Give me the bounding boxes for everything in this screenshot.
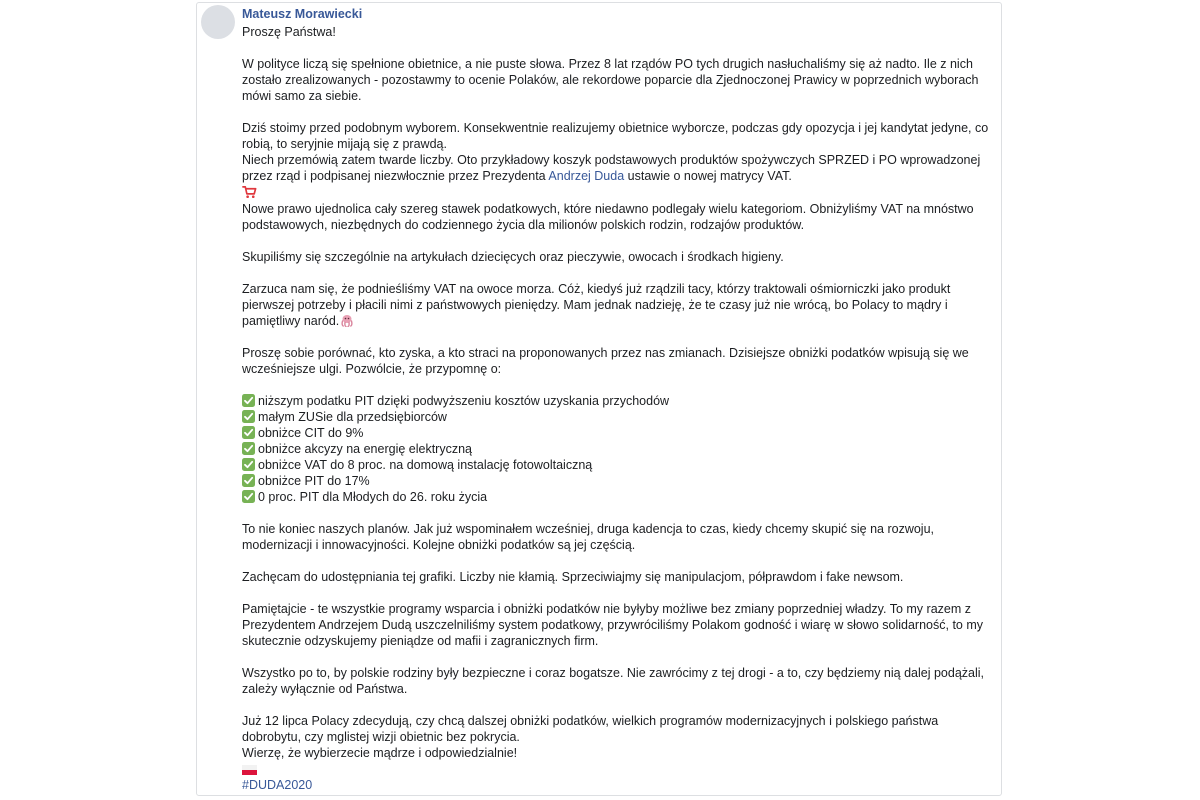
checklist-item — [242, 425, 990, 441]
paragraph-4: Nowe prawo ujednolica cały szereg stawek podatkowych, które niedawno podlegały wielu kategoriom. Obniżyliśmy VAT na mnóstwo podstawowych, niezbędnych do codziennego życia dla milionów polskich rodzin, rodzajów produktów. — [242, 202, 974, 232]
paragraph-1: W polityce liczą się spełnione obietnice, a nie puste słowa. Przez 8 lat rządów PO tych drugich nasłuchaliśmy się aż nadto. Ile z nich zostało zrealizowanych - pozostawmy to ocenie Polaków, ale rekordowe poparcie dla Zjednoczonej Prawicy w poprzednich wyborach mówi samo za siebie. — [242, 57, 979, 103]
paragraph-10: Pamiętajcie - te wszystkie programy wsparcia i obniżki podatków nie byłyby możliwe bez zmiany poprzedniej władzy. To my razem z Prezydentem Andrzejem Dudą uszczelniliśmy system podatkowy, przywróciliśmy Polakom godność i wiarę w słowo solidarność, to my skutecznie odzyskujemy pieniądze od mafii i zagranicznych firm. — [242, 602, 984, 648]
checklist-item-text: obniżce akcyzy na energię elektryczną — [258, 442, 473, 456]
paragraph-9: Zachęcam do udostępniania tej grafiki. Liczby nie kłamią. Sprzeciwiajmy się manipulacjom, półprawdom i fake newsom. — [242, 570, 904, 584]
checklist-item-text: obniżce VAT do 8 proc. na domową instalację fotowoltaiczną — [258, 458, 593, 472]
checklist-item-text: niższym podatku PIT dzięki podwyższeniu kosztów uzyskania przychodów — [258, 394, 670, 408]
check-mark-icon — [242, 442, 255, 455]
paragraph-11: Wszystko po to, by polskie rodziny były bezpieczne i coraz bogatsze. Nie zawrócimy z tej drogi - a to, czy będziemy nią dalej podążali, zależy wyłącznie od Państwa. — [242, 666, 984, 696]
paragraph-2-group — [242, 120, 990, 233]
andrzej-duda-mention-link[interactable]: Andrzej Duda — [548, 169, 625, 183]
octopus-icon — [340, 314, 354, 327]
avatar[interactable] — [201, 5, 235, 39]
paragraph-6: Zarzuca nam się, że podnieśliśmy VAT na owoce morza. Cóż, kiedyś już rządzili tacy, którzy traktowali ośmiorniczki jako produkt pierwszej potrzeby i płacili nimi z państwowych pieniędzy. Mam jednak nadzieję, że te czasy już nie wrócą, bo Polacy to mądry i pamiętliwy naród. — [242, 282, 951, 328]
checklist-item — [242, 441, 990, 457]
facebook-post-card — [196, 2, 1002, 796]
paragraph-13: Wierzę, że wybierzecie mądrze i odpowiedzialnie! — [242, 746, 518, 760]
checklist-item — [242, 409, 990, 425]
check-mark-icon — [242, 426, 255, 439]
poland-flag-icon — [242, 765, 257, 775]
checklist-item-text: małym ZUSie dla przedsiębiorców — [258, 410, 447, 424]
paragraph-2: Dziś stoimy przed podobnym wyborem. Konsekwentnie realizujemy obietnice wyborcze, podczas gdy opozycja i jej kandytat jedyne, co robią, to seryjnie mijają się z prawdą. — [242, 121, 989, 151]
flag-emoji-line — [242, 761, 990, 777]
check-mark-icon — [242, 458, 255, 471]
cart-emoji-line — [242, 184, 990, 201]
shopping-cart-icon — [242, 185, 257, 199]
paragraph-12: Już 12 lipca Polacy zdecydują, czy chcą dalszej obniżki podatków, wielkich programów modernizacyjnych i polskiego państwa dobrobytu, czy mglistej wizji obietnic bez pokrycia. — [242, 714, 939, 744]
paragraph-8: To nie koniec naszych planów. Jak już wspominałem wcześniej, druga kadencja to czas, kiedy chcemy skupić się na rozwoju, modernizacji i innowacyjności. Kolejne obniżki podatków są jej częścią. — [242, 522, 934, 552]
checklist-item — [242, 393, 990, 409]
checklist-item-text: obniżce PIT do 17% — [258, 474, 370, 488]
checklist-item — [242, 473, 990, 489]
paragraph-7: Proszę sobie porównać, kto zyska, a kto straci na proponowanych przez nas zmianach. Dzisiejsze obniżki podatków wpisują się we wcześniejsze ulgi. Pozwólcie, że przypomnę o: — [242, 346, 969, 376]
paragraph-3 — [242, 152, 990, 184]
hashtag-duda2020-link[interactable]: #DUDA2020 — [242, 778, 313, 792]
checklist-item — [242, 489, 990, 505]
check-mark-icon — [242, 410, 255, 423]
author-name-link[interactable]: Mateusz Morawiecki — [242, 7, 363, 21]
checklist-item — [242, 457, 990, 473]
greeting-text: Proszę Państwa! — [242, 25, 336, 39]
check-mark-icon — [242, 474, 255, 487]
paragraph-3-text-post: ustawie o nowej matrycy VAT. — [624, 169, 792, 183]
check-mark-icon — [242, 490, 255, 503]
paragraph-3-text-pre: Niech przemówią zatem twarde liczby. Oto przykładowy koszyk podstawowych produktów spożywczych SPRZED i PO wprowadzonej przez rząd i podpisanej niezwłocznie przez Prezydenta — [242, 153, 981, 183]
tax-relief-checklist — [242, 393, 990, 505]
checklist-item-text: 0 proc. PIT dla Młodych do 26. roku życia — [258, 490, 488, 504]
check-mark-icon — [242, 394, 255, 407]
post-body — [242, 24, 990, 793]
paragraph-5: Skupiliśmy się szczególnie na artykułach dziecięcych oraz pieczywie, owocach i środkach higieny. — [242, 250, 784, 264]
closing-block — [242, 713, 990, 793]
checklist-item-text: obniżce CIT do 9% — [258, 426, 364, 440]
paragraph-6-group — [242, 281, 990, 329]
